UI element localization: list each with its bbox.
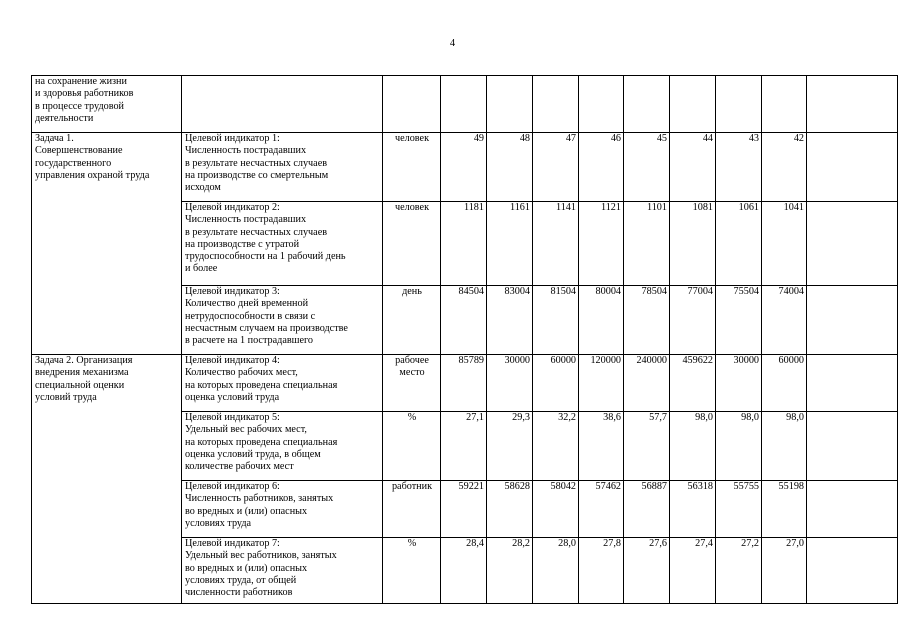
value-cell: 1121 bbox=[579, 202, 624, 286]
value-cell: 1181 bbox=[441, 202, 487, 286]
value-cell: 98,0 bbox=[670, 412, 716, 481]
indicator-cell: Целевой индикатор 7: Удельный вес работников, занятых во вредных и (или) опасных условиях труда, от общей численности работников bbox=[182, 538, 383, 604]
page-number: 4 bbox=[449, 38, 456, 49]
task-cell: на сохранение жизни и здоровья работников в процессе трудовой деятельности bbox=[32, 76, 182, 133]
table-row bbox=[32, 76, 898, 133]
value-cell bbox=[579, 76, 624, 133]
value-cell: 42 bbox=[762, 133, 807, 202]
empty-cell bbox=[807, 202, 898, 286]
empty-cell bbox=[807, 286, 898, 355]
value-cell: 27,1 bbox=[441, 412, 487, 481]
value-cell: 120000 bbox=[579, 355, 624, 412]
value-cell: 55198 bbox=[762, 481, 807, 538]
value-cell bbox=[670, 76, 716, 133]
value-cell: 43 bbox=[716, 133, 762, 202]
value-cell: 55755 bbox=[716, 481, 762, 538]
value-cell: 48 bbox=[487, 133, 533, 202]
value-cell: 1061 bbox=[716, 202, 762, 286]
value-cell: 30000 bbox=[716, 355, 762, 412]
value-cell: 32,2 bbox=[533, 412, 579, 481]
task-cell: Задача 2. Организация внедрения механизма специальной оценки условий труда bbox=[32, 355, 182, 604]
value-cell bbox=[762, 76, 807, 133]
value-cell: 30000 bbox=[487, 355, 533, 412]
unit-cell: % bbox=[383, 412, 441, 481]
unit-cell: человек bbox=[383, 133, 441, 202]
value-cell bbox=[487, 76, 533, 133]
value-cell: 1101 bbox=[624, 202, 670, 286]
value-cell: 84504 bbox=[441, 286, 487, 355]
value-cell bbox=[533, 76, 579, 133]
indicator-cell: Целевой индикатор 5: Удельный вес рабочих мест, на которых проведена специальная оценка условий труда, в общем количестве рабочих мест bbox=[182, 412, 383, 481]
value-cell: 56887 bbox=[624, 481, 670, 538]
indicator-cell: Целевой индикатор 4: Количество рабочих мест, на которых проведена специальная оценка условий труда bbox=[182, 355, 383, 412]
value-cell: 45 bbox=[624, 133, 670, 202]
value-cell: 56318 bbox=[670, 481, 716, 538]
value-cell: 59221 bbox=[441, 481, 487, 538]
value-cell bbox=[716, 76, 762, 133]
value-cell: 240000 bbox=[624, 355, 670, 412]
value-cell: 27,0 bbox=[762, 538, 807, 604]
value-cell: 47 bbox=[533, 133, 579, 202]
value-cell: 1081 bbox=[670, 202, 716, 286]
unit-cell: день bbox=[383, 286, 441, 355]
unit-cell bbox=[383, 76, 441, 133]
value-cell: 28,2 bbox=[487, 538, 533, 604]
unit-cell: рабочее место bbox=[383, 355, 441, 412]
unit-cell: человек bbox=[383, 202, 441, 286]
value-cell: 28,0 bbox=[533, 538, 579, 604]
value-cell: 60000 bbox=[762, 355, 807, 412]
value-cell: 1141 bbox=[533, 202, 579, 286]
value-cell: 46 bbox=[579, 133, 624, 202]
value-cell: 85789 bbox=[441, 355, 487, 412]
value-cell: 44 bbox=[670, 133, 716, 202]
empty-cell bbox=[807, 412, 898, 481]
indicator-cell: Целевой индикатор 1: Численность пострадавших в результате несчастных случаев на производстве со смертельным исходом bbox=[182, 133, 383, 202]
value-cell: 1041 bbox=[762, 202, 807, 286]
task-cell: Задача 1. Совершенствование государственного управления охраной труда bbox=[32, 133, 182, 355]
value-cell bbox=[441, 76, 487, 133]
value-cell: 81504 bbox=[533, 286, 579, 355]
indicator-cell bbox=[182, 76, 383, 133]
value-cell: 28,4 bbox=[441, 538, 487, 604]
empty-cell bbox=[807, 538, 898, 604]
empty-cell bbox=[807, 133, 898, 202]
empty-cell bbox=[807, 355, 898, 412]
indicator-cell: Целевой индикатор 6: Численность работников, занятых во вредных и (или) опасных условиях труда bbox=[182, 481, 383, 538]
indicators-table bbox=[31, 75, 898, 604]
value-cell: 49 bbox=[441, 133, 487, 202]
table-row bbox=[32, 355, 898, 412]
value-cell: 27,2 bbox=[716, 538, 762, 604]
value-cell: 38,6 bbox=[579, 412, 624, 481]
value-cell: 74004 bbox=[762, 286, 807, 355]
unit-cell: % bbox=[383, 538, 441, 604]
indicator-cell: Целевой индикатор 3: Количество дней временной нетрудоспособности в связи с несчастным случаем на производстве в расчете на 1 пострадавшего bbox=[182, 286, 383, 355]
value-cell: 57,7 bbox=[624, 412, 670, 481]
indicator-cell: Целевой индикатор 2: Численность пострадавших в результате несчастных случаев на производстве с утратой трудоспособности на 1 рабочий день и более bbox=[182, 202, 383, 286]
value-cell: 27,4 bbox=[670, 538, 716, 604]
value-cell: 58628 bbox=[487, 481, 533, 538]
value-cell: 83004 bbox=[487, 286, 533, 355]
empty-cell bbox=[807, 76, 898, 133]
value-cell: 57462 bbox=[579, 481, 624, 538]
value-cell: 98,0 bbox=[716, 412, 762, 481]
value-cell: 29,3 bbox=[487, 412, 533, 481]
empty-cell bbox=[807, 481, 898, 538]
value-cell bbox=[624, 76, 670, 133]
value-cell: 459622 bbox=[670, 355, 716, 412]
value-cell: 27,8 bbox=[579, 538, 624, 604]
value-cell: 77004 bbox=[670, 286, 716, 355]
value-cell: 58042 bbox=[533, 481, 579, 538]
value-cell: 27,6 bbox=[624, 538, 670, 604]
value-cell: 1161 bbox=[487, 202, 533, 286]
value-cell: 98,0 bbox=[762, 412, 807, 481]
unit-cell: работник bbox=[383, 481, 441, 538]
value-cell: 60000 bbox=[533, 355, 579, 412]
value-cell: 80004 bbox=[579, 286, 624, 355]
value-cell: 78504 bbox=[624, 286, 670, 355]
table-row bbox=[32, 133, 898, 202]
value-cell: 75504 bbox=[716, 286, 762, 355]
